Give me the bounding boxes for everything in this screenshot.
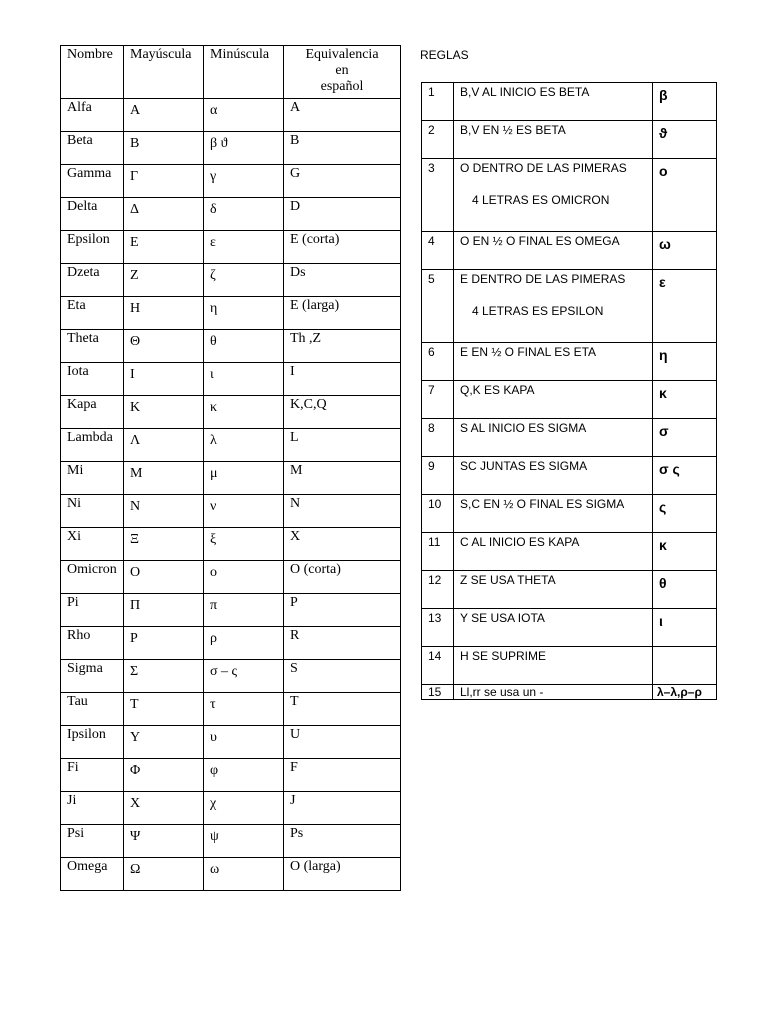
rule-symbol: ε xyxy=(653,270,717,343)
letter-name: Psi xyxy=(61,825,124,858)
table-row xyxy=(61,627,401,660)
rule-symbol: θ xyxy=(653,571,717,609)
rule-text xyxy=(454,533,653,571)
header-lowercase: Minúscula xyxy=(204,46,284,99)
rule-text xyxy=(454,457,653,495)
spanish-equivalent: E (larga) xyxy=(284,297,401,330)
spanish-equivalent: S xyxy=(284,660,401,693)
rule-number: 6 xyxy=(422,343,454,381)
uppercase-letter: Ι xyxy=(124,363,204,396)
header-equivalence-line-3: español xyxy=(320,79,364,94)
uppercase-letter: Ζ xyxy=(124,264,204,297)
uppercase-letter: Δ xyxy=(124,198,204,231)
rule-row xyxy=(422,381,717,419)
lowercase-letter: ν xyxy=(204,495,284,528)
spanish-equivalent: I xyxy=(284,363,401,396)
rule-number: 5 xyxy=(422,270,454,343)
rule-text-line-1: Ll,rr se usa un - xyxy=(460,685,544,699)
rule-number: 1 xyxy=(422,83,454,121)
rule-symbol: σ ς xyxy=(653,457,717,495)
rule-text xyxy=(454,381,653,419)
table-row xyxy=(61,264,401,297)
rule-row xyxy=(422,647,717,685)
rule-text-line-1: O DENTRO DE LAS PIMERAS xyxy=(460,161,627,175)
lowercase-letter: θ xyxy=(204,330,284,363)
lowercase-letter: β ϑ xyxy=(204,132,284,165)
spanish-equivalent: M xyxy=(284,462,401,495)
spanish-equivalent: Th ,Z xyxy=(284,330,401,363)
rule-row xyxy=(422,609,717,647)
rule-symbol: β xyxy=(653,83,717,121)
uppercase-letter: Ρ xyxy=(124,627,204,660)
table-row xyxy=(61,165,401,198)
rule-text xyxy=(454,159,653,232)
rule-number: 9 xyxy=(422,457,454,495)
spanish-equivalent: E (corta) xyxy=(284,231,401,264)
uppercase-letter: Γ xyxy=(124,165,204,198)
table-row xyxy=(61,429,401,462)
spanish-equivalent: O (larga) xyxy=(284,858,401,891)
letter-name: Sigma xyxy=(61,660,124,693)
uppercase-letter: Υ xyxy=(124,726,204,759)
lowercase-letter: λ xyxy=(204,429,284,462)
spanish-equivalent: D xyxy=(284,198,401,231)
rule-symbol: κ xyxy=(653,533,717,571)
uppercase-letter: Ω xyxy=(124,858,204,891)
rule-text-line-1: S AL INICIO ES SIGMA xyxy=(460,421,587,435)
lowercase-letter: ο xyxy=(204,561,284,594)
rule-text-line-1: Y SE USA IOTA xyxy=(460,611,545,625)
lowercase-letter: υ xyxy=(204,726,284,759)
lowercase-letter: ρ xyxy=(204,627,284,660)
rule-row xyxy=(422,232,717,270)
letter-name: Lambda xyxy=(61,429,124,462)
rule-number: 10 xyxy=(422,495,454,533)
table-row xyxy=(61,660,401,693)
lowercase-letter: ε xyxy=(204,231,284,264)
rule-symbol: λ–λ,ρ–ρ xyxy=(653,685,717,700)
uppercase-letter: Ξ xyxy=(124,528,204,561)
rule-row xyxy=(422,457,717,495)
uppercase-letter: Φ xyxy=(124,759,204,792)
lowercase-letter: ι xyxy=(204,363,284,396)
rule-text xyxy=(454,232,653,270)
letter-name: Alfa xyxy=(61,99,124,132)
letter-name: Beta xyxy=(61,132,124,165)
spanish-equivalent: R xyxy=(284,627,401,660)
table-row xyxy=(61,132,401,165)
letter-name: Mi xyxy=(61,462,124,495)
rule-row xyxy=(422,685,717,700)
uppercase-letter: Σ xyxy=(124,660,204,693)
rule-symbol: ϑ xyxy=(653,121,717,159)
letter-name: Tau xyxy=(61,693,124,726)
letter-name: Fi xyxy=(61,759,124,792)
rule-symbol: ι xyxy=(653,609,717,647)
table-row xyxy=(61,726,401,759)
rule-symbol: ω xyxy=(653,232,717,270)
spanish-equivalent: J xyxy=(284,792,401,825)
rule-row xyxy=(422,533,717,571)
rule-symbol: κ xyxy=(653,381,717,419)
spanish-equivalent: A xyxy=(284,99,401,132)
table-row xyxy=(61,792,401,825)
table-row xyxy=(61,297,401,330)
uppercase-letter: Χ xyxy=(124,792,204,825)
letter-name: Kapa xyxy=(61,396,124,429)
rule-row xyxy=(422,121,717,159)
letter-name: Ji xyxy=(61,792,124,825)
lowercase-letter: ξ xyxy=(204,528,284,561)
letter-name: Omicron xyxy=(61,561,124,594)
rule-row xyxy=(422,571,717,609)
rule-text xyxy=(454,685,653,700)
rule-text xyxy=(454,83,653,121)
rule-row xyxy=(422,270,717,343)
rule-text-line-2: 4 LETRAS ES EPSILON xyxy=(472,304,604,318)
rule-number: 15 xyxy=(422,685,454,700)
rule-row xyxy=(422,419,717,457)
spanish-equivalent: N xyxy=(284,495,401,528)
letter-name: Eta xyxy=(61,297,124,330)
letter-name: Epsilon xyxy=(61,231,124,264)
rule-row xyxy=(422,343,717,381)
lowercase-letter: ψ xyxy=(204,825,284,858)
table-row xyxy=(61,99,401,132)
rule-number: 4 xyxy=(422,232,454,270)
lowercase-letter: π xyxy=(204,594,284,627)
uppercase-letter: Ο xyxy=(124,561,204,594)
rule-number: 12 xyxy=(422,571,454,609)
letter-name: Gamma xyxy=(61,165,124,198)
table-row xyxy=(61,858,401,891)
rule-text-line-1: B,V AL INICIO ES BETA xyxy=(460,85,590,99)
header-equivalence-line-2: en xyxy=(335,63,349,78)
rule-text xyxy=(454,495,653,533)
rule-number: 2 xyxy=(422,121,454,159)
table-row xyxy=(61,561,401,594)
uppercase-letter: Ν xyxy=(124,495,204,528)
rule-text xyxy=(454,121,653,159)
lowercase-letter: τ xyxy=(204,693,284,726)
spanish-equivalent: Ps xyxy=(284,825,401,858)
header-uppercase: Mayúscula xyxy=(124,46,204,99)
rule-number: 3 xyxy=(422,159,454,232)
rule-text-line-1: E EN ½ O FINAL ES ETA xyxy=(460,345,597,359)
letter-name: Rho xyxy=(61,627,124,660)
lowercase-letter: ω xyxy=(204,858,284,891)
lowercase-letter: κ xyxy=(204,396,284,429)
rule-text-line-1: H SE SUPRIME xyxy=(460,649,547,663)
table-header-row xyxy=(61,46,401,99)
spanish-equivalent: T xyxy=(284,693,401,726)
letter-name: Theta xyxy=(61,330,124,363)
table-row xyxy=(61,231,401,264)
rule-symbol: ο xyxy=(653,159,717,232)
letter-name: Ipsilon xyxy=(61,726,124,759)
uppercase-letter: Τ xyxy=(124,693,204,726)
lowercase-letter: χ xyxy=(204,792,284,825)
uppercase-letter: Β xyxy=(124,132,204,165)
table-row xyxy=(61,330,401,363)
header-equivalence-line-1: Equivalencia xyxy=(305,47,379,62)
uppercase-letter: Ψ xyxy=(124,825,204,858)
rule-text xyxy=(454,571,653,609)
spanish-equivalent: B xyxy=(284,132,401,165)
rule-number: 7 xyxy=(422,381,454,419)
uppercase-letter: Η xyxy=(124,297,204,330)
rule-text-line-1: SC JUNTAS ES SIGMA xyxy=(460,459,588,473)
lowercase-letter: μ xyxy=(204,462,284,495)
rule-number: 8 xyxy=(422,419,454,457)
header-name: Nombre xyxy=(61,46,124,99)
rule-text-line-1: S,C EN ½ O FINAL ES SIGMA xyxy=(460,497,625,511)
uppercase-letter: Α xyxy=(124,99,204,132)
lowercase-letter: α xyxy=(204,99,284,132)
rule-symbol: η xyxy=(653,343,717,381)
rule-symbol xyxy=(653,647,717,685)
lowercase-letter: γ xyxy=(204,165,284,198)
rule-number: 11 xyxy=(422,533,454,571)
rule-text-line-2: 4 LETRAS ES OMICRON xyxy=(472,193,610,207)
spanish-equivalent: Ds xyxy=(284,264,401,297)
table-row xyxy=(61,528,401,561)
spanish-equivalent: G xyxy=(284,165,401,198)
lowercase-letter: φ xyxy=(204,759,284,792)
rules-title: REGLAS xyxy=(420,48,469,62)
lowercase-letter: δ xyxy=(204,198,284,231)
rule-text xyxy=(454,647,653,685)
letter-name: Xi xyxy=(61,528,124,561)
rule-text-line-1: E DENTRO DE LAS PIMERAS xyxy=(460,272,626,286)
rule-row xyxy=(422,159,717,232)
rule-row xyxy=(422,83,717,121)
spanish-equivalent: K,C,Q xyxy=(284,396,401,429)
letter-name: Ni xyxy=(61,495,124,528)
table-row xyxy=(61,825,401,858)
lowercase-letter: ζ xyxy=(204,264,284,297)
letter-name: Dzeta xyxy=(61,264,124,297)
spanish-equivalent: F xyxy=(284,759,401,792)
rules-table xyxy=(421,82,717,700)
rule-text xyxy=(454,609,653,647)
lowercase-letter: σ – ς xyxy=(204,660,284,693)
lowercase-letter: η xyxy=(204,297,284,330)
spanish-equivalent: U xyxy=(284,726,401,759)
table-row xyxy=(61,462,401,495)
table-row xyxy=(61,759,401,792)
rule-text-line-1: C AL INICIO ES KAPA xyxy=(460,535,580,549)
spanish-equivalent: O (corta) xyxy=(284,561,401,594)
rule-text-line-1: B,V EN ½ ES BETA xyxy=(460,123,566,137)
table-row xyxy=(61,363,401,396)
rule-number: 13 xyxy=(422,609,454,647)
rule-text-line-1: Z SE USA THETA xyxy=(460,573,556,587)
table-row xyxy=(61,198,401,231)
rule-text xyxy=(454,270,653,343)
rule-text xyxy=(454,343,653,381)
spanish-equivalent: X xyxy=(284,528,401,561)
rule-text xyxy=(454,419,653,457)
header-equivalence xyxy=(284,46,401,99)
table-row xyxy=(61,693,401,726)
uppercase-letter: Π xyxy=(124,594,204,627)
rule-symbol: σ xyxy=(653,419,717,457)
rule-text-line-1: O EN ½ O FINAL ES OMEGA xyxy=(460,234,620,248)
table-row xyxy=(61,495,401,528)
uppercase-letter: Λ xyxy=(124,429,204,462)
table-row xyxy=(61,396,401,429)
rule-row xyxy=(422,495,717,533)
letter-name: Pi xyxy=(61,594,124,627)
uppercase-letter: Ε xyxy=(124,231,204,264)
spanish-equivalent: P xyxy=(284,594,401,627)
uppercase-letter: Θ xyxy=(124,330,204,363)
table-row xyxy=(61,594,401,627)
letter-name: Iota xyxy=(61,363,124,396)
greek-alphabet-table xyxy=(60,45,401,891)
spanish-equivalent: L xyxy=(284,429,401,462)
uppercase-letter: Μ xyxy=(124,462,204,495)
rule-text-line-1: Q,K ES KAPA xyxy=(460,383,535,397)
rule-symbol: ς xyxy=(653,495,717,533)
letter-name: Delta xyxy=(61,198,124,231)
letter-name: Omega xyxy=(61,858,124,891)
rule-number: 14 xyxy=(422,647,454,685)
uppercase-letter: Κ xyxy=(124,396,204,429)
